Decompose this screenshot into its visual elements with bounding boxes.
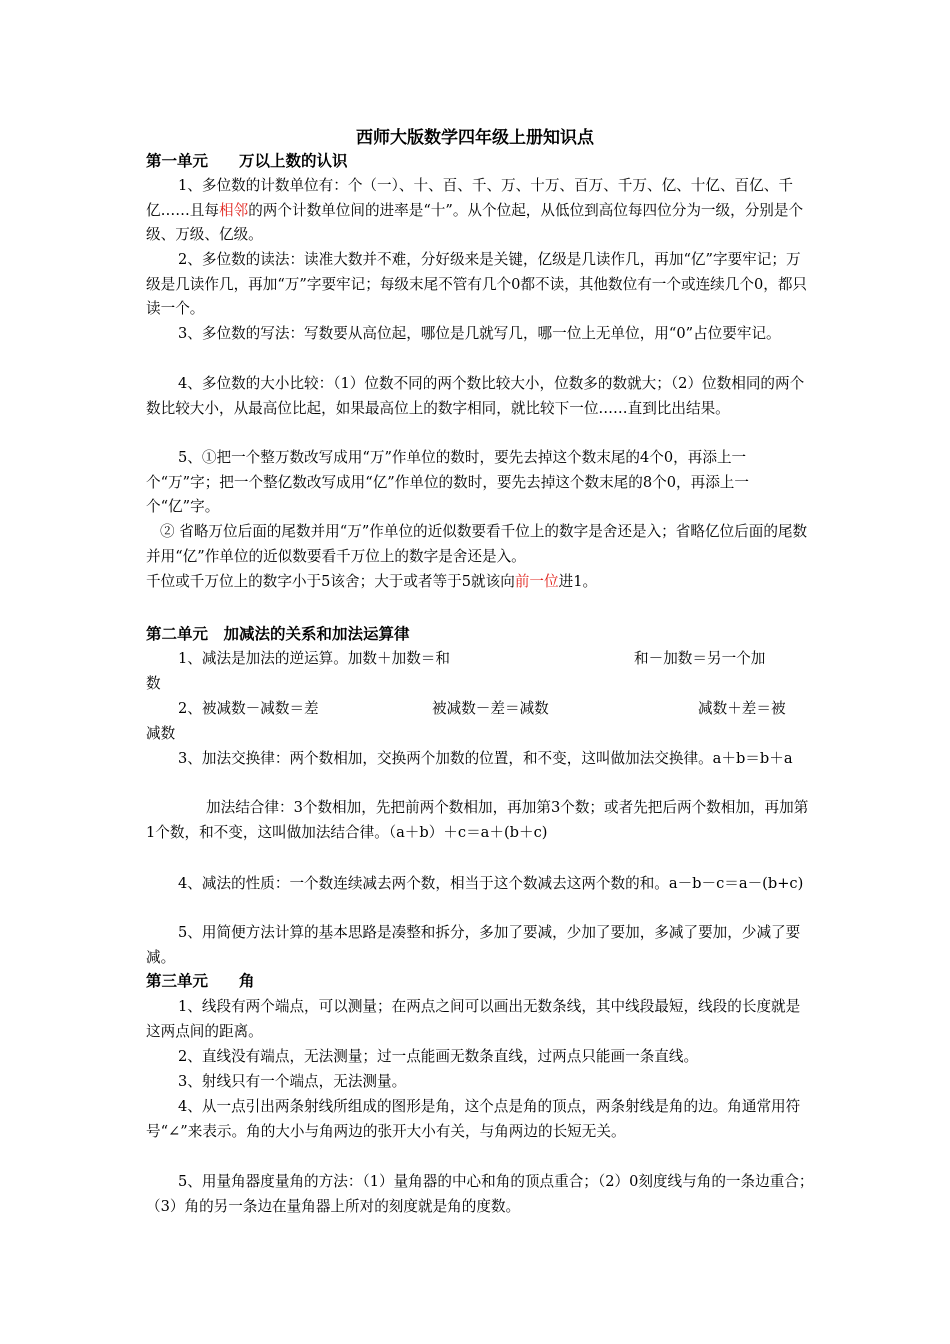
unit2-item1-formula-b-end: 数 xyxy=(146,675,161,692)
unit1-item5: 5、①把一个整万数改写成用“万”作单位的数时，要先去掉这个数末尾的4个0，再添上一个“万”字；把一个整亿数改写成用“亿”作单位的数时，要先去掉这个数末尾的8个0，再添上一个“亿”字。 xyxy=(146,449,749,515)
unit1-item7 xyxy=(146,570,814,595)
unit2-item1-formula-a: 1、减法是加法的逆运算。加数＋加数＝和 xyxy=(178,650,450,667)
unit2-item1-formula-b: 和－加数＝另一个加 xyxy=(634,650,766,667)
unit1-item2: 2、多位数的读法：读准大数并不难，分好级来是关键，亿级是几读作几，再加“亿”字要牢记；万级是几读作几，再加“万”字要牢记；每级末尾不管有几个0都不读，其他数位有一个或连续几个0，都只读一个。 xyxy=(146,251,808,317)
unit1-item6: ② 省略万位后面的尾数并用“万”作单位的近似数要看千位上的数字是舍还是入；省略亿位后面的尾数并用“亿”作单位的近似数要看千万位上的数字是舍还是入。 xyxy=(146,523,808,565)
unit2-item2-formula-a: 2、被减数－减数＝差 xyxy=(178,700,319,717)
document-title: 西师大版数学四年级上册知识点 xyxy=(356,128,594,148)
unit3-item5: 5、用量角器度量角的方法：（1）量角器的中心和角的顶点重合；（2）0刻度线与角的一条边重合；（3）角的另一条边在量角器上所对的刻度就是角的度数。 xyxy=(146,1173,814,1215)
unit1-item1 xyxy=(146,174,814,248)
unit1-item1-highlight: 相邻 xyxy=(218,201,249,219)
unit2-item5: 5、用简便方法计算的基本思路是凑整和拆分，多加了要减，少加了要加，多减了要加，少减了要减。 xyxy=(146,924,801,966)
unit1-item1-text-a: 1、多位数的计数单位有：个（一）、十、百、千、万、十万、百万、千万、亿、十亿、百亿、千亿……且每 xyxy=(146,177,793,219)
unit1-item3: 3、多位数的写法：写数要从高位起，哪位是几就写几，哪一位上无单位，用“0”占位要牢记。 xyxy=(178,325,781,342)
unit3-item4: 4、从一点引出两条射线所组成的图形是角，这个点是角的顶点，两条射线是角的边。角通常用符号“∠”来表示。角的大小与角两边的张开大小有关，与角两边的长短无关。 xyxy=(146,1098,801,1140)
unit2-item3-associative: 加法结合律：3个数相加，先把前两个数相加，再加第3个数；或者先把后两个数相加，再加第1个数，和不变，这叫做加法结合律。（a＋b）＋c＝a＋(b＋c) xyxy=(146,799,809,841)
unit3-item1: 1、线段有两个端点，可以测量；在两点之间可以画出无数条线，其中线段最短，线段的长度就是这两点间的距离。 xyxy=(146,998,801,1040)
unit2-heading: 第二单元 加减法的关系和加法运算律 xyxy=(146,625,410,643)
unit1-item4: 4、多位数的大小比较：（1）位数不同的两个数比较大小，位数多的数就大；（2）位数相同的两个数比较大小，从最高位比起，如果最高位上的数字相同，就比较下一位……直到比出结果。 xyxy=(146,375,805,417)
unit2-item3: 3、加法交换律：两个数相加，交换两个加数的位置，和不变，这叫做加法交换律。a＋b＝b＋a xyxy=(178,750,793,767)
unit1-item7-text-a: 千位或千万位上的数字小于5该舍；大于或者等于5就该向 xyxy=(146,573,515,590)
unit3-item3: 3、射线只有一个端点，无法测量。 xyxy=(178,1073,407,1090)
unit1-item7-highlight: 前一位 xyxy=(514,573,559,590)
unit3-item2: 2、直线没有端点，无法测量；过一点能画无数条直线，过两点只能画一条直线。 xyxy=(178,1048,699,1065)
unit1-item1-text-b: 的两个计数单位间的进率是“十”。从个位起，从低位到高位每四位分为一级，分别是个级、万级、亿级。 xyxy=(146,201,804,243)
unit1-item7-text-b: 进1。 xyxy=(558,573,598,590)
unit2-item2-formula-c: 减数＋差＝被 xyxy=(698,700,786,717)
unit2-item2-formula-b: 被减数－差＝减数 xyxy=(432,700,549,717)
unit3-heading: 第三单元 角 xyxy=(146,972,255,990)
unit2-item2-formula-c-end: 减数 xyxy=(146,725,176,742)
unit1-heading: 第一单元 万以上数的认识 xyxy=(146,152,348,170)
unit2-item4: 4、减法的性质：一个数连续减去两个数，相当于这个数减去这两个数的和。a－b－c＝a－(b+c) xyxy=(178,875,804,892)
